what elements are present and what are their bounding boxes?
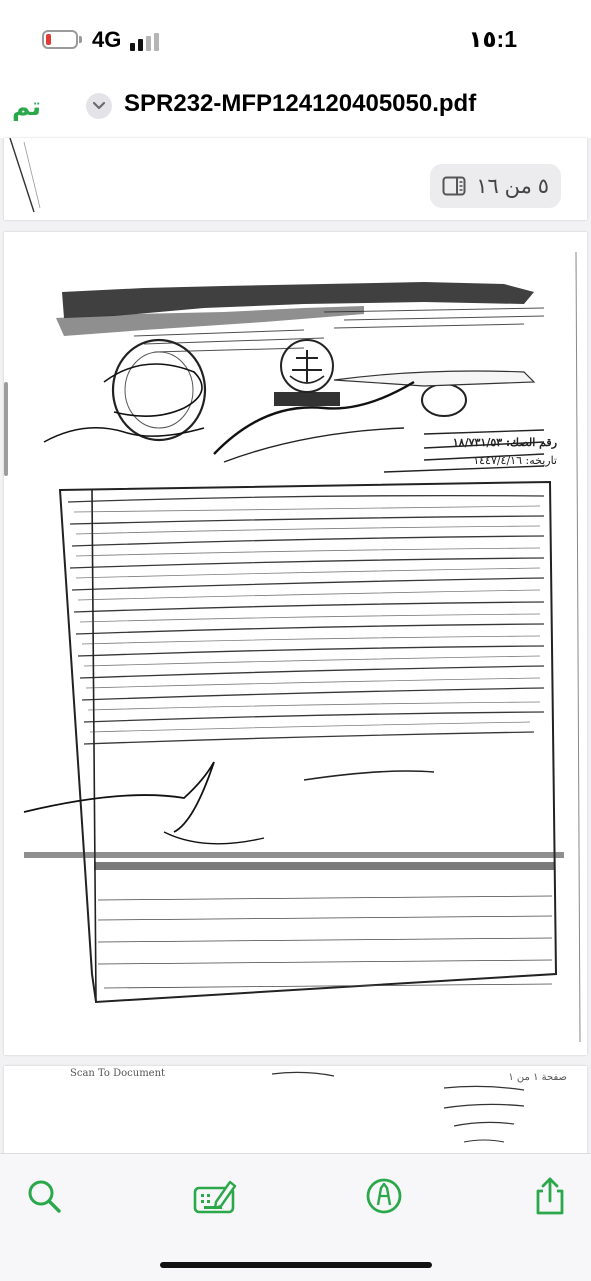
next-page-scan-fragment [4, 1066, 587, 1166]
scanned-document-image [4, 232, 587, 1055]
edit-text-button[interactable] [192, 1176, 238, 1216]
document-case-number: رقم الصك: ١٨/٧٣١/٥٣ [452, 436, 557, 449]
page-counter-label: ٥ من ١٦ [476, 174, 549, 198]
nav-bar [0, 76, 591, 138]
home-indicator[interactable] [160, 1262, 432, 1268]
search-icon [24, 1176, 64, 1216]
battery-cap [79, 36, 82, 43]
share-icon [530, 1176, 570, 1216]
document-title[interactable]: SPR232-MFP124120405050.pdf [124, 90, 477, 117]
clock: 1:١٥ [468, 26, 517, 52]
next-page-header-right: صفحة ١ من ١ [508, 1072, 567, 1083]
markup-pen-icon [364, 1176, 404, 1216]
search-button[interactable] [24, 1176, 64, 1216]
signal-icon [130, 33, 162, 51]
ministry-emblem [274, 340, 340, 406]
keyboard-pencil-icon [192, 1176, 238, 1216]
network-type: 4G [92, 27, 122, 52]
document-date-line: تاريخه: ١٤٤٧/٤/١٦ [473, 454, 557, 467]
status-bar [0, 0, 591, 76]
pdf-page-next[interactable] [4, 1066, 587, 1166]
pdf-page-current[interactable] [4, 232, 587, 1055]
chevron-down-icon [93, 101, 105, 111]
page-counter[interactable] [430, 164, 561, 208]
title-menu-button[interactable] [86, 93, 112, 119]
next-page-header-left: Scan To Document [70, 1068, 166, 1079]
done-button[interactable]: تم [12, 93, 41, 121]
scroll-indicator[interactable] [4, 382, 8, 476]
sidebar-icon [442, 176, 466, 196]
markup-button[interactable] [364, 1176, 404, 1216]
battery-icon [42, 30, 78, 49]
share-button[interactable] [530, 1176, 570, 1216]
